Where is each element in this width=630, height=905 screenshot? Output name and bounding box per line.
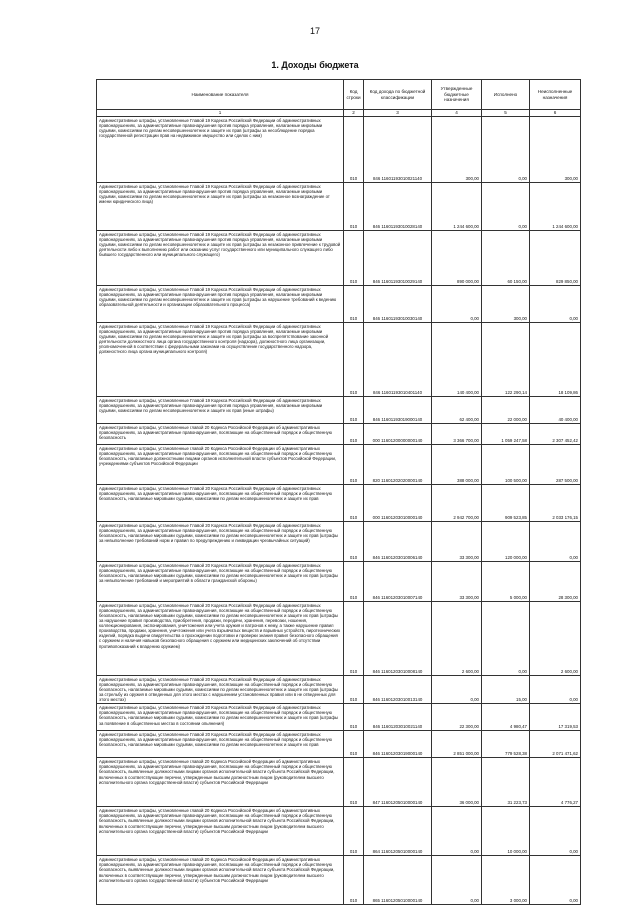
column-number: 6 xyxy=(530,110,581,117)
header-row xyxy=(97,80,581,110)
table-row xyxy=(97,397,581,424)
page-number: 17 xyxy=(309,26,320,36)
row-code: 010 xyxy=(344,807,364,856)
table-row xyxy=(97,485,581,522)
row-approved: 890 000,00 xyxy=(432,231,482,286)
revenue-table xyxy=(96,79,581,905)
row-kbk: 847 11601205010000140 xyxy=(364,758,432,807)
row-name: Административные штрафы, установленные Главой 20 Кодекса Российской Федерации об административных правонарушениях, за административные правонарушения, посягающие на общественный порядок и общественную безопасность, налагаемые мировыми судьями, комиссиями по делам несовершеннолетних и защите их прав xyxy=(97,485,344,522)
row-approved: 2 600,00 xyxy=(432,602,482,676)
row-kbk: 865 11601205010000140 xyxy=(364,856,432,905)
row-kbk: 846 11601203010021140 xyxy=(364,704,432,731)
row-kbk: 846 11601203010008140 xyxy=(364,602,432,676)
row-executed: 122 290,14 xyxy=(482,323,530,397)
row-name: Административные штрафы, установленные главой 20 Кодекса Российской Федерации об административных правонарушениях, за административные правонарушения, посягающие на общественный порядок и общественную безопасность, выявленные должностными лицами органов исполнительной власти субъекта Российской Федерации, включенных в соответствующие перечни, утвержденные высшим должностным лицом (руководителем высшего исполнительного органа государственной власти) субъектов Российской Федерации xyxy=(97,758,344,807)
row-executed: 5 000,00 xyxy=(482,562,530,602)
row-kbk: 846 11601203019000140 xyxy=(364,731,432,758)
row-name: Административные штрафы, установленные Главой 20 Кодекса Российской Федерации об административных правонарушениях, за административные правонарушения, посягающие на общественный порядок и общественную безопасность, налагаемые мировыми судьями, комиссиями по делам несовершеннолетних и защите их прав xyxy=(97,731,344,758)
row-name: Административные штрафы, установленные Главой 19 Кодекса Российской Федерации об административных правонарушениях, за административные правонарушения против порядка управления, налагаемые мировыми судьями, комиссиями по делам несовершеннолетних и защите их прав (иные штрафы) xyxy=(97,397,344,424)
row-executed: 10 000,00 xyxy=(482,807,530,856)
column-number-row xyxy=(97,110,581,117)
row-name: Административные штрафы, установленные Главой 19 Кодекса Российской Федерации об административных правонарушениях, за административные правонарушения против порядка управления, налагаемые мировыми судьями, комиссиями по делам несовершеннолетних и защите их прав (штрафы за незаконное вознаграждение от имени юридического лица) xyxy=(97,183,344,231)
row-approved: 2 851 000,00 xyxy=(432,731,482,758)
row-name: Административные штрафы, установленные Главой 19 Кодекса Российской Федерации об административных правонарушениях, за административные правонарушения против порядка управления, налагаемые мировыми судьями, комиссиями по делам несовершеннолетних и защите их прав (штрафы за несоблюдение порядка государственной регистрации прав на недвижимое имущество или сделок с ним) xyxy=(97,117,344,183)
row-unexecuted: 0,00 xyxy=(530,286,581,323)
row-kbk: 846 11601193019000140 xyxy=(364,397,432,424)
row-executed: 1 059 247,58 xyxy=(482,424,530,445)
row-name: Административные штрафы, установленные Главой 20 Кодекса Российской Федерации об административных правонарушениях, за административные правонарушения, посягающие на общественный порядок и общественную безопасность, налагаемые мировыми судьями, комиссиями по делам несовершеннолетних и защите их прав (штрафы за невыполнение требований норм и правил по предупреждению и ликвидации чрезвычайных ситуаций) xyxy=(97,522,344,562)
row-approved: 388 000,00 xyxy=(432,445,482,485)
row-code: 010 xyxy=(344,758,364,807)
row-name: Административные штрафы, установленные главой 20 Кодекса Российской Федерации об административных правонарушениях, за административные правонарушения, посягающие на общественный порядок и общественную безопасность, выявленные должностными лицами органов исполнительной власти субъекта Российской Федерации, включенных в соответствующие перечни, утвержденные высшим должностным лицом (руководителем высшего исполнительного органа государственной власти) субъектов Российской Федерации xyxy=(97,856,344,905)
row-executed: 15,00 xyxy=(482,676,530,704)
row-kbk: 000 11601200000000140 xyxy=(364,424,432,445)
row-approved: 33 300,00 xyxy=(432,562,482,602)
row-approved: 33 300,00 xyxy=(432,522,482,562)
row-kbk: 846 11601193010030140 xyxy=(364,286,432,323)
row-unexecuted: 300,00 xyxy=(530,117,581,183)
row-executed: 3 000,00 xyxy=(482,856,530,905)
row-approved: 62 400,00 xyxy=(432,397,482,424)
header-code: Код строки xyxy=(344,80,364,110)
column-number: 1 xyxy=(97,110,344,117)
row-kbk: 000 11601203010000140 xyxy=(364,485,432,522)
row-name: Административные штрафы, установленные главой 20 Кодекса Российской Федерации об административных правонарушениях, за административные правонарушения, посягающие на общественный порядок и общественную безопасность xyxy=(97,424,344,445)
header-unexecuted: Неисполненные назначения xyxy=(530,80,581,110)
row-executed: 909 523,85 xyxy=(482,485,530,522)
row-name: Административные штрафы, установленные Главой 19 Кодекса Российской Федерации об административных правонарушениях, за административные правонарушения против порядка управления, налагаемые мировыми судьями, комиссиями по делам несовершеннолетних и защите их прав (штрафы за воспрепятствование законной деятельности должностного лица органа государственного контроля (надзора), должностного лица организации, уполномоченной в соответствии с федеральными законами на осуществление государственного надзора, должностного лица органа муниципального контроля) xyxy=(97,323,344,397)
row-code: 010 xyxy=(344,117,364,183)
row-approved: 0,00 xyxy=(432,286,482,323)
column-number: 5 xyxy=(482,110,530,117)
row-kbk: 846 11601203010007140 xyxy=(364,562,432,602)
table-row xyxy=(97,758,581,807)
row-executed: 22 000,00 xyxy=(482,397,530,424)
row-approved: 1 244 600,00 xyxy=(432,183,482,231)
table-row xyxy=(97,807,581,856)
row-approved: 140 400,00 xyxy=(432,323,482,397)
row-approved: 2 942 700,00 xyxy=(432,485,482,522)
row-kbk: 846 11601193010028140 xyxy=(364,183,432,231)
row-code: 010 xyxy=(344,397,364,424)
row-code: 010 xyxy=(344,286,364,323)
row-executed: 0,00 xyxy=(482,602,530,676)
row-executed: 31 223,73 xyxy=(482,758,530,807)
table-body xyxy=(97,117,581,905)
row-unexecuted: 287 500,00 xyxy=(530,445,581,485)
table-row xyxy=(97,856,581,905)
table-row xyxy=(97,704,581,731)
row-executed: 0,00 xyxy=(482,183,530,231)
table-row xyxy=(97,676,581,704)
row-unexecuted: 2 307 452,42 xyxy=(530,424,581,445)
row-code: 010 xyxy=(344,485,364,522)
table-header xyxy=(97,80,581,117)
row-executed: 779 528,38 xyxy=(482,731,530,758)
row-executed: 100 500,00 xyxy=(482,445,530,485)
header-name: Наименование показателя xyxy=(97,80,344,110)
row-unexecuted: 4 776,27 xyxy=(530,758,581,807)
row-name: Административные штрафы, установленные Главой 20 Кодекса Российской Федерации об административных правонарушениях, за административные правонарушения, посягающие на общественный порядок и общественную безопасность, налагаемые мировыми судьями, комиссиями по делам несовершеннолетних и защите их прав (штрафы за невыполнение требований и мероприятий в области гражданской обороны) xyxy=(97,562,344,602)
row-code: 010 xyxy=(344,183,364,231)
row-name: Административные штрафы, установленные Главой 20 Кодекса Российской Федерации об административных правонарушениях, за административные правонарушения, посягающие на общественный порядок и общественную безопасность, налагаемые мировыми судьями, комиссиями по делам несовершеннолетних и защите их прав (штрафы за нарушение правил производства, приобретения, продажи, передачи, хранения, перевозки, ношения, коллекционирования, экспонирования, уничтожения или учета оружия и патронов к нему, а также нарушение правил производства, продажи, хранения, уничтожения или учета взрывчатых веществ и взрывных устройств, пиротехнических изделий, порядка выдачи свидетельства о прохождении подготовки и проверки знания правил безопасного обращения с оружием и наличия навыков безопасного обращения с оружием или медицинских заключений об отсутствии противопоказаний к владению оружием) xyxy=(97,602,344,676)
row-name: Административные штрафы, установленные Главой 20 Кодекса Российской Федерации об административных правонарушениях, за административные правонарушения, посягающие на общественный порядок и общественную безопасность, налагаемые мировыми судьями, комиссиями по делам несовершеннолетних и защите их прав (штрафы за стрельбу из оружия в отведенных для этого местах с нарушением установленных правил или в не отведенных для этого местах) xyxy=(97,676,344,704)
row-approved: 0,00 xyxy=(432,676,482,704)
row-executed: 4 980,47 xyxy=(482,704,530,731)
row-executed: 60 150,00 xyxy=(482,231,530,286)
row-code: 010 xyxy=(344,731,364,758)
row-unexecuted: 829 850,00 xyxy=(530,231,581,286)
row-unexecuted: 0,00 xyxy=(530,522,581,562)
row-unexecuted: 17 319,53 xyxy=(530,704,581,731)
row-kbk: 820 11601202020000140 xyxy=(364,445,432,485)
row-unexecuted: 1 244 600,00 xyxy=(530,183,581,231)
row-name: Административные штрафы, установленные Главой 19 Кодекса Российской Федерации об административных правонарушениях, за административные правонарушения против порядка управления, налагаемые мировыми судьями, комиссиями по делам несовершеннолетних и защите их прав (штрафы за нарушение требований к ведению образовательной деятельности и организации образовательного процесса) xyxy=(97,286,344,323)
table-row xyxy=(97,602,581,676)
table-row xyxy=(97,522,581,562)
row-code: 010 xyxy=(344,676,364,704)
table-row xyxy=(97,562,581,602)
row-kbk: 846 11601193010021140 xyxy=(364,117,432,183)
row-code: 010 xyxy=(344,562,364,602)
row-unexecuted: 2 600,00 xyxy=(530,602,581,676)
row-approved: 36 000,00 xyxy=(432,758,482,807)
table-row xyxy=(97,323,581,397)
table-row xyxy=(97,731,581,758)
row-name: Административные штрафы, установленные Главой 19 Кодекса Российской Федерации об административных правонарушениях, за административные правонарушения против порядка управления, налагаемые мировыми судьями, комиссиями по делам несовершеннолетних и защите их прав (штрафы за незаконное привлечение к трудовой деятельности либо к выполнению работ или оказанию услуг государственного или муниципального служащего либо бывшего государственного или муниципального служащего) xyxy=(97,231,344,286)
row-name: Административные штрафы, установленные главой 20 Кодекса Российской Федерации об административных правонарушениях, за административные правонарушения, посягающие на общественный порядок и общественную безопасность, налагаемые должностными лицами органов исполнительной власти субъектов Российской Федерации, учреждениями субъектов Российской Федерации xyxy=(97,445,344,485)
row-unexecuted: 2 071 471,62 xyxy=(530,731,581,758)
row-kbk: 864 11601205010000140 xyxy=(364,807,432,856)
row-approved: 3 366 700,00 xyxy=(432,424,482,445)
row-approved: 22 300,00 xyxy=(432,704,482,731)
row-kbk: 846 11601193010029140 xyxy=(364,231,432,286)
row-unexecuted: 0,00 xyxy=(530,856,581,905)
header-kbk: Код дохода по бюджетной классификации xyxy=(364,80,432,110)
row-code: 010 xyxy=(344,602,364,676)
table-row xyxy=(97,117,581,183)
row-approved: 0,00 xyxy=(432,856,482,905)
table-row xyxy=(97,231,581,286)
header-executed: Исполнено xyxy=(482,80,530,110)
row-unexecuted: 40 400,00 xyxy=(530,397,581,424)
row-unexecuted: 18 109,86 xyxy=(530,323,581,397)
row-unexecuted: 0,00 xyxy=(530,676,581,704)
row-code: 010 xyxy=(344,704,364,731)
row-kbk: 846 11601203010006140 xyxy=(364,522,432,562)
row-name: Административные штрафы, установленные Главой 20 Кодекса Российской Федерации об административных правонарушениях, за административные правонарушения, посягающие на общественный порядок и общественную безопасность, налагаемые мировыми судьями, комиссиями по делам несовершеннолетних и защите их прав (штрафы за появление в общественных местах в состоянии опьянения) xyxy=(97,704,344,731)
row-approved: 0,00 xyxy=(432,807,482,856)
row-code: 010 xyxy=(344,323,364,397)
table-row xyxy=(97,445,581,485)
column-number: 4 xyxy=(432,110,482,117)
row-code: 010 xyxy=(344,231,364,286)
row-unexecuted: 28 300,00 xyxy=(530,562,581,602)
row-unexecuted: 2 033 176,15 xyxy=(530,485,581,522)
column-number: 3 xyxy=(364,110,432,117)
table-row xyxy=(97,286,581,323)
row-name: Административные штрафы, установленные главой 20 Кодекса Российской Федерации об административных правонарушениях, за административные правонарушения, посягающие на общественный порядок и общественную безопасность, выявленные должностными лицами органов исполнительной власти субъекта Российской Федерации, включенных в соответствующие перечни, утвержденные высшим должностным лицом (руководителем высшего исполнительного органа государственной власти) субъектов Российской Федерации xyxy=(97,807,344,856)
row-code: 010 xyxy=(344,522,364,562)
row-approved: 300,00 xyxy=(432,117,482,183)
row-code: 010 xyxy=(344,424,364,445)
row-code: 010 xyxy=(344,856,364,905)
column-number: 2 xyxy=(344,110,364,117)
header-approved: Утвержденные бюджетные назначения xyxy=(432,80,482,110)
page-title: 1. Доходы бюджета xyxy=(271,60,359,70)
table-row xyxy=(97,183,581,231)
row-unexecuted: 0,00 xyxy=(530,807,581,856)
row-code: 010 xyxy=(344,445,364,485)
table-row xyxy=(97,424,581,445)
row-kbk: 846 11601203010013140 xyxy=(364,676,432,704)
row-executed: 120 000,00 xyxy=(482,522,530,562)
row-executed: 0,00 xyxy=(482,117,530,183)
row-kbk: 846 11601193010401140 xyxy=(364,323,432,397)
row-executed: 300,00 xyxy=(482,286,530,323)
